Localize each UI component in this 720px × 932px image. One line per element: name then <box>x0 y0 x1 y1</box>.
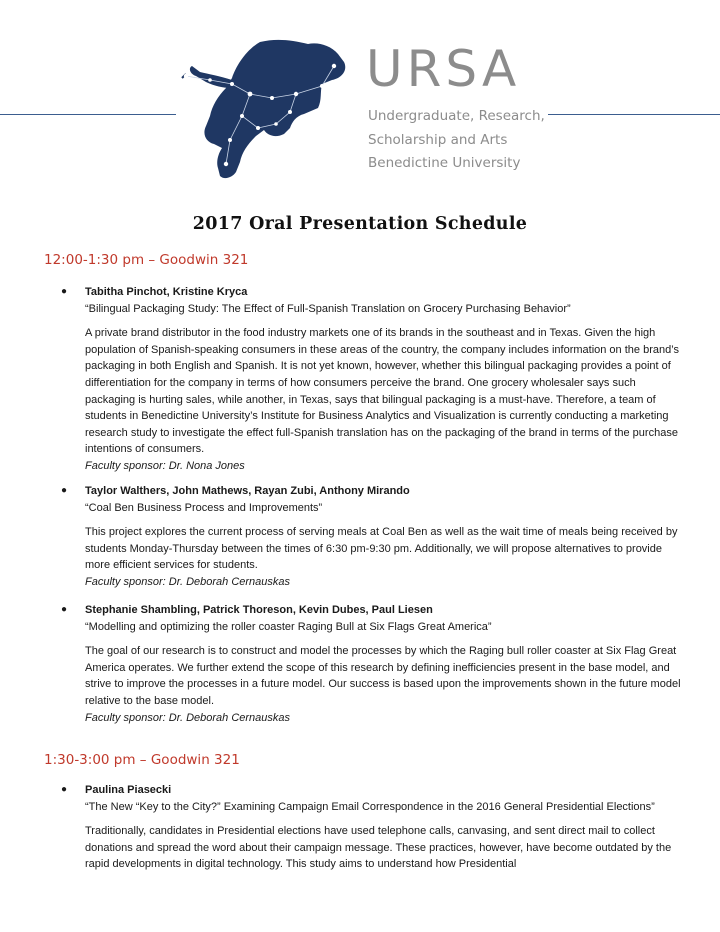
presentation-authors: Paulina Piasecki <box>85 784 172 796</box>
logo-subtitle-line-2: Scholarship and Arts <box>368 132 508 148</box>
document-title: 2017 Oral Presentation Schedule <box>192 214 528 234</box>
ursa-bear-constellation-icon <box>172 36 362 186</box>
faculty-sponsor: Faculty sponsor: Dr. Deborah Cernauskas <box>85 711 291 724</box>
presentation-title: “Bilingual Packaging Study: The Effect of Full-Spanish Translation on Grocery Purchasing Behavior” <box>85 302 571 315</box>
header-rule-left <box>0 114 176 115</box>
presentation-authors: Stephanie Shambling, Patrick Thoreson, Kevin Dubes, Paul Liesen <box>85 604 433 616</box>
presentation-abstract: The goal of our research is to construct and model the processes by which the Raging bull roller coaster at Six Flag Great America operates. We further extend the scope of this research by defining inefficiencies present in the base model, and strive to improve the processes in a future model. Our success is based upon the improvements shown in the future model relative to the base model. <box>85 645 681 707</box>
session-heading: 12:00-1:30 pm – Goodwin 321 <box>44 252 249 268</box>
faculty-sponsor: Faculty sponsor: Dr. Nona Jones <box>85 459 245 472</box>
presentation-title: “Modelling and optimizing the roller coaster Raging Bull at Six Flags Great America” <box>85 620 492 633</box>
header-rule-right <box>548 114 720 115</box>
faculty-sponsor: Faculty sponsor: Dr. Deborah Cernauskas <box>85 575 291 588</box>
presentation-abstract: Traditionally, candidates in Presidential elections have used telephone calls, canvasing, and sent direct mail to collect donations and spread the word about their campaign message. These practices, however, have become outdated by the rapid developments in digital technology. This study aims to understand how Presidential <box>85 825 672 871</box>
presentation-entry <box>61 284 685 475</box>
presentation-authors: Taylor Walthers, John Mathews, Rayan Zubi, Anthony Mirando <box>85 485 410 497</box>
presentation-entry <box>61 602 685 726</box>
presentation-entry <box>61 483 685 591</box>
session-heading: 1:30-3:00 pm – Goodwin 321 <box>44 752 240 768</box>
presentation-entry <box>61 782 685 873</box>
bullet-icon: ● <box>61 485 68 496</box>
presentation-authors: Tabitha Pinchot, Kristine Kryca <box>85 286 248 298</box>
presentation-abstract: A private brand distributor in the food industry markets one of its brands in the southeast and in Texas. Given the high population of Spanish-speaking consumers in these areas of the country, the company includes information on the brand’s packaging in both English and Spanish. It is not yet known, however, whether this bilingual packaging provides a point of differentiation for the company in terms of how consumers perceive the brand. One grocery wholesaler says such packaging is hurting sales, while another, in Texas, says that bilingual packaging is a must-have. Therefore, a team of students in Benedictine University’s Institute for Business Analytics and Visualization is currently conducting a marketing research study to investigate the effect full-Spanish translation has on the packaging of the brand in terms of the purchase intentions of consumers. <box>85 327 679 456</box>
bullet-icon: ● <box>61 286 68 297</box>
bullet-icon: ● <box>61 604 68 615</box>
presentation-title: “Coal Ben Business Process and Improvements” <box>85 501 323 514</box>
presentation-title: “The New “Key to the City?” Examining Campaign Email Correspondence in the 2016 General Presidential Elections” <box>85 800 655 813</box>
bullet-icon: ● <box>61 784 68 795</box>
logo-subtitle-line-1: Undergraduate, Research, <box>368 108 545 124</box>
presentation-abstract: This project explores the current process of serving meals at Coal Ben as well as the wait time of meals being received by students Monday-Thursday between the times of 6:30 pm-9:30 pm. Additionally, we will propose alternatives to provide more efficient services for students. <box>85 526 678 572</box>
logo-wordmark: URSA <box>366 40 521 98</box>
logo-subtitle-line-3: Benedictine University <box>368 155 521 171</box>
header <box>0 0 720 200</box>
